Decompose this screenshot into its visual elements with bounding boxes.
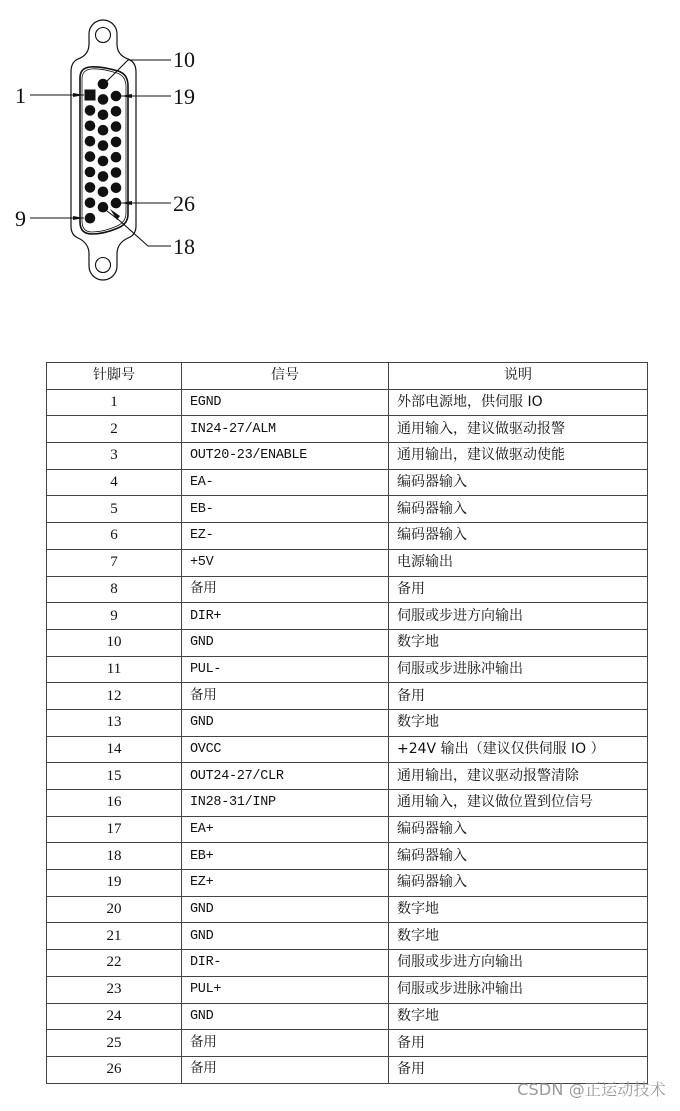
description-cell: 备用 — [389, 683, 648, 710]
db26-connector-drawing — [0, 0, 220, 300]
header-pin-number: 针脚号 — [47, 363, 182, 390]
table-row — [47, 656, 648, 683]
table-row — [47, 416, 648, 443]
description-cell: 编码器输入 — [389, 469, 648, 496]
description-cell: +24V 输出（建议仅供伺服 IO ） — [389, 736, 648, 763]
table-row — [47, 870, 648, 897]
description-cell: 伺服或步进脉冲输出 — [389, 976, 648, 1003]
pin-number-cell: 19 — [47, 870, 182, 897]
signal-cell: EA+ — [182, 816, 389, 843]
pin-number-cell: 3 — [47, 443, 182, 470]
pin-number-cell: 4 — [47, 469, 182, 496]
signal-cell: EB- — [182, 496, 389, 523]
signal-cell: GND — [182, 896, 389, 923]
table-row — [47, 736, 648, 763]
signal-cell: 备用 — [182, 1056, 389, 1083]
callout-label-18: 18 — [173, 234, 195, 259]
pin-number-cell: 10 — [47, 629, 182, 656]
description-cell: 通用输出，建议做驱动使能 — [389, 443, 648, 470]
pin-column-left — [85, 90, 96, 224]
table-row — [47, 816, 648, 843]
table-row — [47, 790, 648, 817]
pin-column-right — [111, 91, 122, 209]
description-cell: 外部电源地，供伺服 IO — [389, 389, 648, 416]
pin-column-middle — [98, 79, 109, 213]
description-cell: 伺服或步进脉冲输出 — [389, 656, 648, 683]
table-row — [47, 603, 648, 630]
callout-label-10: 10 — [173, 47, 195, 72]
pin-number-cell: 26 — [47, 1056, 182, 1083]
signal-cell: DIR+ — [182, 603, 389, 630]
pin-number-cell: 1 — [47, 389, 182, 416]
signal-cell: GND — [182, 629, 389, 656]
pin-number-cell: 21 — [47, 923, 182, 950]
pin-number-cell: 24 — [47, 1003, 182, 1030]
table-row — [47, 523, 648, 550]
description-cell: 编码器输入 — [389, 843, 648, 870]
description-cell: 通用输入，建议做驱动报警 — [389, 416, 648, 443]
table-row — [47, 896, 648, 923]
table-row — [47, 443, 648, 470]
description-cell: 编码器输入 — [389, 870, 648, 897]
signal-cell: EB+ — [182, 843, 389, 870]
header-description: 说明 — [389, 363, 648, 390]
pin-number-cell: 17 — [47, 816, 182, 843]
callout-label-9: 9 — [15, 206, 26, 231]
signal-cell: OUT24-27/CLR — [182, 763, 389, 790]
signal-cell: 备用 — [182, 576, 389, 603]
pin-number-cell: 2 — [47, 416, 182, 443]
signal-cell: OUT20-23/ENABLE — [182, 443, 389, 470]
description-cell: 数字地 — [389, 896, 648, 923]
table-row — [47, 389, 648, 416]
table-row — [47, 976, 648, 1003]
description-cell: 伺服或步进方向输出 — [389, 950, 648, 977]
connector-diagram — [0, 0, 220, 300]
description-cell: 备用 — [389, 1056, 648, 1083]
pin-1-square — [85, 90, 96, 101]
description-cell: 数字地 — [389, 923, 648, 950]
pin-number-cell: 12 — [47, 683, 182, 710]
table-row — [47, 950, 648, 977]
table-row — [47, 923, 648, 950]
pin-number-cell: 11 — [47, 656, 182, 683]
table-row — [47, 469, 648, 496]
pin-number-cell: 23 — [47, 976, 182, 1003]
table-row — [47, 549, 648, 576]
csdn-watermark: CSDN @正运动技术 — [517, 1080, 666, 1099]
mounting-hole-top — [96, 28, 111, 43]
signal-cell: EGND — [182, 389, 389, 416]
callout-label-19: 19 — [173, 84, 195, 109]
table-row — [47, 1030, 648, 1057]
mounting-hole-bottom — [96, 258, 111, 273]
signal-cell: IN28-31/INP — [182, 790, 389, 817]
description-cell: 数字地 — [389, 709, 648, 736]
pin-number-cell: 7 — [47, 549, 182, 576]
description-cell: 编码器输入 — [389, 523, 648, 550]
pin-number-cell: 5 — [47, 496, 182, 523]
header-signal: 信号 — [182, 363, 389, 390]
description-cell: 通用输入，建议做位置到位信号 — [389, 790, 648, 817]
signal-cell: OVCC — [182, 736, 389, 763]
pinout-table — [46, 362, 648, 1084]
signal-cell: EZ+ — [182, 870, 389, 897]
table-row — [47, 496, 648, 523]
pin-number-cell: 8 — [47, 576, 182, 603]
description-cell: 备用 — [389, 576, 648, 603]
table-row — [47, 629, 648, 656]
pin-number-cell: 20 — [47, 896, 182, 923]
table-row — [47, 763, 648, 790]
description-cell: 通用输出，建议驱动报警清除 — [389, 763, 648, 790]
description-cell: 编码器输入 — [389, 816, 648, 843]
description-cell: 编码器输入 — [389, 496, 648, 523]
table-header-row — [47, 363, 648, 390]
signal-cell: EA- — [182, 469, 389, 496]
signal-cell: GND — [182, 1003, 389, 1030]
signal-cell: 备用 — [182, 1030, 389, 1057]
pin-number-cell: 6 — [47, 523, 182, 550]
pin-number-cell: 16 — [47, 790, 182, 817]
callout-label-1: 1 — [15, 83, 26, 108]
signal-cell: +5V — [182, 549, 389, 576]
table-row — [47, 683, 648, 710]
pin-number-cell: 25 — [47, 1030, 182, 1057]
signal-cell: PUL+ — [182, 976, 389, 1003]
description-cell: 备用 — [389, 1030, 648, 1057]
table-row — [47, 576, 648, 603]
pin-number-cell: 15 — [47, 763, 182, 790]
signal-cell: IN24-27/ALM — [182, 416, 389, 443]
signal-cell: DIR- — [182, 950, 389, 977]
signal-cell: 备用 — [182, 683, 389, 710]
callout-label-26: 26 — [173, 191, 195, 216]
signal-cell: GND — [182, 923, 389, 950]
description-cell: 数字地 — [389, 1003, 648, 1030]
pin-number-cell: 22 — [47, 950, 182, 977]
pin-number-cell: 18 — [47, 843, 182, 870]
table-row — [47, 843, 648, 870]
description-cell: 伺服或步进方向输出 — [389, 603, 648, 630]
pin-number-cell: 14 — [47, 736, 182, 763]
description-cell: 数字地 — [389, 629, 648, 656]
table-row — [47, 1003, 648, 1030]
signal-cell: PUL- — [182, 656, 389, 683]
table-body — [47, 389, 648, 1083]
description-cell: 电源输出 — [389, 549, 648, 576]
pin-number-cell: 13 — [47, 709, 182, 736]
signal-cell: GND — [182, 709, 389, 736]
table-row — [47, 709, 648, 736]
signal-cell: EZ- — [182, 523, 389, 550]
pin-number-cell: 9 — [47, 603, 182, 630]
